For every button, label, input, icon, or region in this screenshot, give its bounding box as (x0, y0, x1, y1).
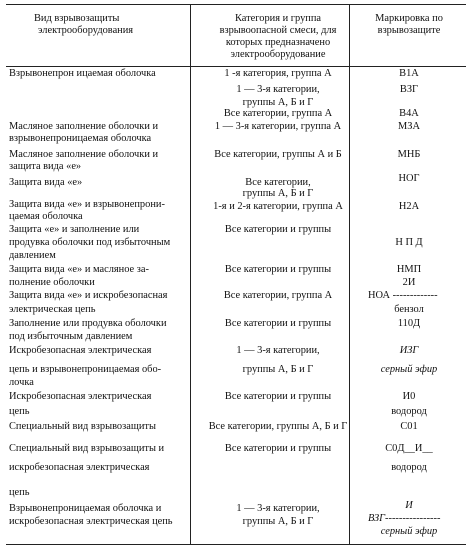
cell-text: Все категории, группа А (223, 290, 333, 301)
cell-text: искробезопасная электрическая (9, 462, 150, 473)
marking-code: НОА ------------- (368, 290, 438, 301)
gas-note: бензол (394, 304, 424, 315)
cell-text: 1-я и 2-я категории, группа А (213, 201, 343, 212)
marking-code: 110Д (397, 318, 421, 329)
cell-text: Взрывонепроницаемая оболочка и (9, 503, 162, 514)
cell-text: полнение оболочки (9, 277, 95, 288)
cell-text: 1 — 3-я категории, (236, 84, 320, 95)
cell-text: Искробезопасная электрическая (9, 391, 152, 402)
marking-code: 2И (402, 277, 416, 288)
header-text: электрооборудования (38, 25, 134, 36)
header-bottom-border (6, 66, 466, 67)
cell-text: Защита «е» и заполнение или (9, 224, 140, 235)
gas-note: водород (391, 406, 427, 417)
cell-text: цепь (9, 406, 30, 417)
cell-text: группы А, Б и Г (242, 188, 314, 199)
cell-text: электрическая цепь (9, 304, 96, 315)
marking-code: ИЗГ (399, 345, 419, 356)
table-bottom-border (6, 544, 466, 545)
gas-note: серный эфир (380, 526, 438, 537)
cell-text: 1 — 3-я категории, группа А (214, 121, 342, 132)
cell-text: давлением (9, 250, 56, 261)
cell-text: Защита вида «е» и взрывонепрони- (9, 199, 165, 210)
marking-code: С0Д__И__ (385, 443, 433, 454)
cell-text: Искробезопасная электрическая (9, 345, 152, 356)
cell-text: под избыточным давлением (9, 331, 133, 342)
cell-text: продувка оболочки под избыточным (9, 237, 171, 248)
marking-code: В1А (399, 68, 419, 79)
cell-text: Все категории и группы (224, 318, 332, 329)
cell-text: Взрывонепрон ицаемая оболочка (9, 68, 156, 79)
marking-code: В4А (399, 108, 419, 119)
cell-text: группы А, Б и Г (242, 364, 314, 375)
cell-text: 1 -я категория, группа А (224, 68, 332, 79)
header-text: которых предназначено (225, 37, 331, 48)
cell-text: Все категории и группы (224, 224, 332, 235)
cell-text: Все категории, группа А (223, 108, 333, 119)
cell-text: Все категории, (245, 177, 311, 188)
cell-text: цаемая оболочка (9, 211, 83, 222)
cell-text: 1 — 3-я категории, (236, 503, 320, 514)
cell-text: 1 — 3-я категории, (236, 345, 320, 356)
cell-text: Все категории и группы (224, 391, 332, 402)
marking-code: Н П Д (395, 237, 423, 248)
cell-text: Масляное заполнение оболочки и (9, 149, 159, 160)
marking-code: МЗА (398, 121, 420, 132)
marking-code: И (405, 500, 413, 511)
marking-code: С01 (400, 421, 418, 432)
gas-note: водород (391, 462, 427, 473)
cell-text: искробезопасная электрическая цепь (9, 516, 173, 527)
cell-text: защита вида «е» (9, 161, 82, 172)
cell-text: цепь и взрывонепроницаемая обо- (9, 364, 162, 375)
table-top-border (6, 4, 466, 5)
cell-text: взрывонепроницаемая оболочка (9, 133, 152, 144)
header-text: взрывозащите (377, 25, 441, 36)
header-text: Вид взрывозащиты (34, 13, 120, 24)
cell-text: Защита вида «е» и масляное за- (9, 264, 149, 275)
gas-note: серный эфир (380, 364, 438, 375)
cell-text: Все категории, группы А, Б и Г (208, 421, 348, 432)
cell-text: Заполнение или продувка оболочки (9, 318, 167, 329)
header-text: Маркировка по (375, 13, 443, 24)
cell-text: Все категории и группы (224, 264, 332, 275)
cell-text: Защита вида «е» (9, 177, 83, 188)
marking-code: И0 (402, 391, 416, 402)
cell-text: Все категории и группы (224, 443, 332, 454)
header-text: Категория и группа (234, 13, 322, 24)
cell-text: Специальный вид взрывозащиты (9, 421, 156, 432)
cell-text: Масляное заполнение оболочки и (9, 121, 159, 132)
cell-text: Специальный вид взрывозащиты и (9, 443, 165, 454)
cell-text: Все категории, группы А и Б (214, 149, 342, 160)
header-text: электрооборудование (230, 49, 326, 60)
cell-text: лочка (9, 377, 34, 388)
marking-code: Н2А (398, 201, 420, 212)
header-text: взрывоопасной смеси, для (219, 25, 337, 36)
cell-text: Защита вида «е» и искробезопасная (9, 290, 168, 301)
marking-code: НМП (396, 264, 422, 275)
marking-code: ВЗГ (399, 84, 419, 95)
marking-code: ВЗГ---------------- (368, 513, 441, 524)
marking-code: НОГ (398, 173, 420, 184)
cell-text: группы А, Б и Г (242, 516, 314, 527)
marking-code: МНБ (397, 149, 421, 160)
cell-text: группы А, Б и Г (242, 97, 314, 108)
cell-text: цепь (9, 487, 30, 498)
